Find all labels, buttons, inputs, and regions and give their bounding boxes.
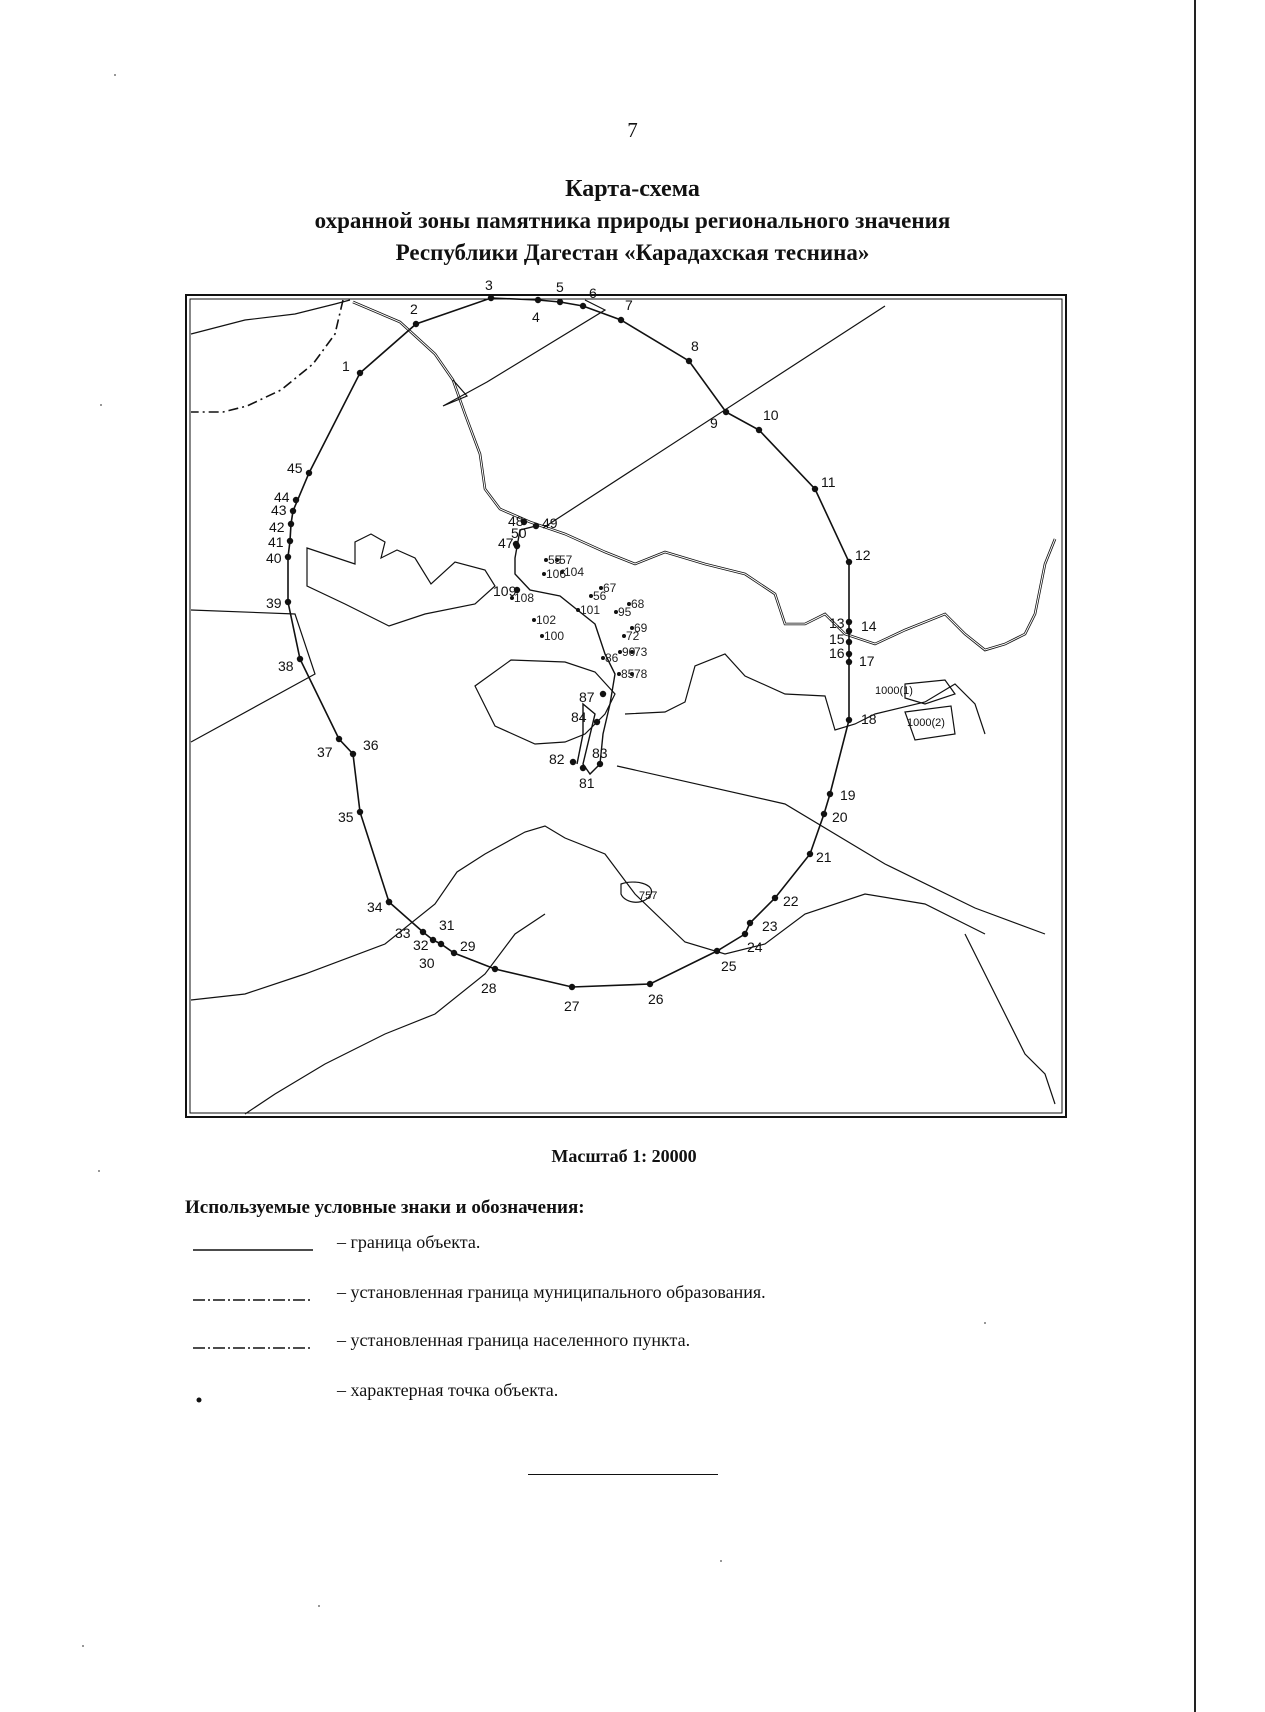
point-label: 42 (269, 519, 285, 535)
page-title: Карта-схема (565, 176, 700, 202)
scan-speck (318, 1605, 320, 1607)
boundary-point-marker (846, 628, 852, 634)
legend-dash-dot-line-symbol (193, 1280, 313, 1304)
map-frame-outer (186, 295, 1066, 1117)
object-boundary-outline (288, 298, 849, 987)
boundary-point-marker (288, 521, 294, 527)
boundary-point-marker (580, 303, 586, 309)
point-label: 45 (287, 460, 303, 476)
legend-title: Используемые условные знаки и обозначения: (185, 1197, 585, 1218)
point-label: 24 (747, 939, 763, 955)
boundary-point-marker (846, 659, 852, 665)
boundary-point-marker (772, 895, 778, 901)
cluster-point-label: 95 (618, 605, 632, 619)
point-label: 8 (691, 338, 699, 354)
point-label: 40 (266, 550, 282, 566)
scan-speck (984, 1322, 986, 1324)
boundary-point-marker (618, 317, 624, 323)
point-label: 32 (413, 937, 429, 953)
point-label: 12 (855, 547, 871, 563)
cluster-point-label: 67 (603, 581, 617, 595)
point-label: 47 (498, 535, 514, 551)
scan-speck (82, 1645, 84, 1647)
road-line (353, 302, 1055, 650)
point-label: 38 (278, 658, 294, 674)
cluster-point-label: 55 (548, 553, 562, 567)
boundary-point-marker (420, 929, 426, 935)
boundary-point-marker (430, 937, 436, 943)
point-label: 18 (861, 711, 877, 727)
legend-item (185, 1230, 1085, 1260)
boundary-point-marker (570, 759, 576, 765)
cluster-point-label: 90 (622, 645, 636, 659)
boundary-point-marker (597, 761, 603, 767)
point-label: 36 (363, 737, 379, 753)
legend-item (185, 1280, 1085, 1310)
cluster-point-label: 86 (605, 651, 619, 665)
point-label: 87 (579, 689, 595, 705)
point-label: 81 (579, 775, 595, 791)
road-line-inner (353, 302, 1055, 650)
cluster-point-label: 108 (514, 591, 535, 605)
settlement-label-2: 1000(2) (907, 717, 945, 729)
elevation-label: 757 (639, 890, 658, 902)
point-label: 30 (419, 955, 435, 971)
point-label: 5 (556, 279, 564, 295)
point-label: 13 (829, 615, 845, 631)
cluster-point-label: 73 (634, 645, 648, 659)
point-label: 19 (840, 787, 856, 803)
point-label: 20 (832, 809, 848, 825)
boundary-point-marker (293, 497, 299, 503)
boundary-point-marker (723, 409, 729, 415)
point-label: 35 (338, 809, 354, 825)
scan-speck (98, 1170, 100, 1172)
point-label: 16 (829, 645, 845, 661)
boundary-point-marker (357, 370, 363, 376)
point-label: 28 (481, 980, 497, 996)
point-label: 7 (625, 297, 633, 313)
boundary-point-marker (451, 950, 457, 956)
cluster-point-label: 78 (634, 667, 648, 681)
boundary-point-marker (290, 508, 296, 514)
legend-item-label: – характерная точка объекта. (337, 1380, 559, 1400)
page-number: 7 (627, 118, 638, 142)
boundary-point-marker (686, 358, 692, 364)
point-label: 11 (821, 474, 836, 490)
point-label: 27 (564, 998, 580, 1014)
end-rule (528, 1474, 718, 1475)
legend-dash-dot-line-symbol (193, 1328, 313, 1352)
page-subtitle-line-2: Республики Дагестан «Карадахская теснина» (395, 240, 870, 265)
boundary-point-marker (756, 427, 762, 433)
legend-point-symbol (193, 1378, 313, 1402)
point-label: 49 (542, 515, 558, 531)
legend-item-label: – установленная граница муниципального образования. (337, 1282, 766, 1302)
page-subtitle-line-1: охранной зоны памятника природы регионального значения (314, 208, 951, 233)
cluster-point-label: 106 (546, 567, 567, 581)
point-label: 33 (395, 925, 411, 941)
point-label: 1 (342, 358, 350, 374)
boundary-point-marker (821, 811, 827, 817)
point-label: 109 (493, 583, 517, 599)
cluster-labels (514, 553, 648, 681)
scan-speck (114, 74, 116, 76)
point-label: 10 (763, 407, 779, 423)
point-label: 50 (511, 525, 527, 541)
terrain-line-nw (191, 300, 350, 334)
boundary-point-marker (492, 966, 498, 972)
boundary-point-marker (336, 736, 342, 742)
river-line (443, 300, 605, 406)
point-label: 6 (589, 285, 597, 301)
boundary-point-marker (647, 981, 653, 987)
boundary-point-marker (594, 719, 600, 725)
boundary-point-marker (827, 791, 833, 797)
boundary-point-marker (533, 523, 539, 529)
boundary-point-marker (285, 554, 291, 560)
point-label: 3 (485, 277, 493, 293)
terrain-polygon-west (307, 534, 495, 626)
cluster-point-label: 104 (564, 565, 585, 579)
boundary-point-marker (285, 599, 291, 605)
boundary-point-marker (846, 651, 852, 657)
boundary-point-marker (742, 931, 748, 937)
cluster-point-label: 69 (634, 621, 648, 635)
legend-solid-line-symbol (193, 1230, 313, 1254)
boundary-point-marker (488, 295, 494, 301)
point-label: 84 (571, 709, 587, 725)
boundary-point-marker (514, 543, 520, 549)
cluster-point-label: 57 (559, 553, 573, 567)
cluster-point-label: 102 (536, 613, 557, 627)
boundary-point-marker (580, 765, 586, 771)
point-label: 25 (721, 958, 737, 974)
boundary-point-marker (297, 656, 303, 662)
point-labels (266, 277, 877, 1014)
legend-item (185, 1378, 1085, 1408)
cluster-point-label: 56 (593, 589, 607, 603)
point-label: 4 (532, 309, 540, 325)
point-label: 9 (710, 415, 718, 431)
cluster-point-label: 72 (626, 629, 640, 643)
point-label: 2 (410, 301, 418, 317)
boundary-point-marker (714, 948, 720, 954)
terrain-line-west (191, 610, 315, 742)
point-label: 34 (367, 899, 383, 915)
legend-item-label: – установленная граница населенного пункта. (337, 1330, 691, 1350)
point-label: 23 (762, 918, 778, 934)
scan-speck (720, 1560, 722, 1562)
boundary-point-marker (846, 639, 852, 645)
protection-zone-map (185, 277, 1067, 1118)
point-label: 29 (460, 938, 476, 954)
boundary-point-marker (846, 717, 852, 723)
boundary-points (285, 295, 852, 990)
boundary-point-marker (535, 297, 541, 303)
scan-speck (100, 404, 102, 406)
boundary-point-marker (812, 486, 818, 492)
settlement-label-1: 1000(1) (875, 685, 913, 697)
boundary-point-marker (846, 559, 852, 565)
point-label: 82 (549, 751, 565, 767)
point-label: 15 (829, 631, 845, 647)
boundary-point-marker (306, 470, 312, 476)
point-label: 14 (861, 618, 877, 634)
terrain-line-southwest (245, 914, 545, 1114)
boundary-point-marker (350, 751, 356, 757)
cluster-point-label: 85 (621, 667, 635, 681)
terrain-line-southeast (965, 934, 1055, 1104)
point-label: 21 (816, 849, 832, 865)
point-label: 26 (648, 991, 664, 1007)
point-label: 17 (859, 653, 875, 669)
boundary-point-marker (557, 299, 563, 305)
map-background-lines (191, 300, 1055, 1114)
point-label: 44 (274, 489, 290, 505)
boundary-point-marker (569, 984, 575, 990)
boundary-point-marker (747, 920, 753, 926)
point-label: 48 (508, 513, 524, 529)
point-label: 31 (439, 917, 455, 933)
legend-item (185, 1328, 1085, 1358)
point-label: 83 (592, 745, 608, 761)
map-frame-inner (190, 299, 1062, 1113)
point-label: 37 (317, 744, 333, 760)
point-label: 22 (783, 893, 799, 909)
boundary-point-marker (807, 851, 813, 857)
boundary-point-marker (413, 321, 419, 327)
legend-item-label: – граница объекта. (337, 1232, 481, 1252)
map-scale: Масштаб 1: 20000 (551, 1146, 697, 1166)
cluster-point-label: 101 (580, 603, 601, 617)
boundary-point-marker (438, 941, 444, 947)
boundary-point-marker (846, 619, 852, 625)
boundary-point-marker (287, 538, 293, 544)
boundary-point-marker (600, 691, 606, 697)
cluster-point-label: 100 (544, 629, 565, 643)
point-label: 43 (271, 502, 287, 518)
point-label: 41 (268, 534, 284, 550)
boundary-point-marker (357, 809, 363, 815)
cluster-point-label: 68 (631, 597, 645, 611)
point-label: 39 (266, 595, 282, 611)
boundary-point-marker (386, 899, 392, 905)
